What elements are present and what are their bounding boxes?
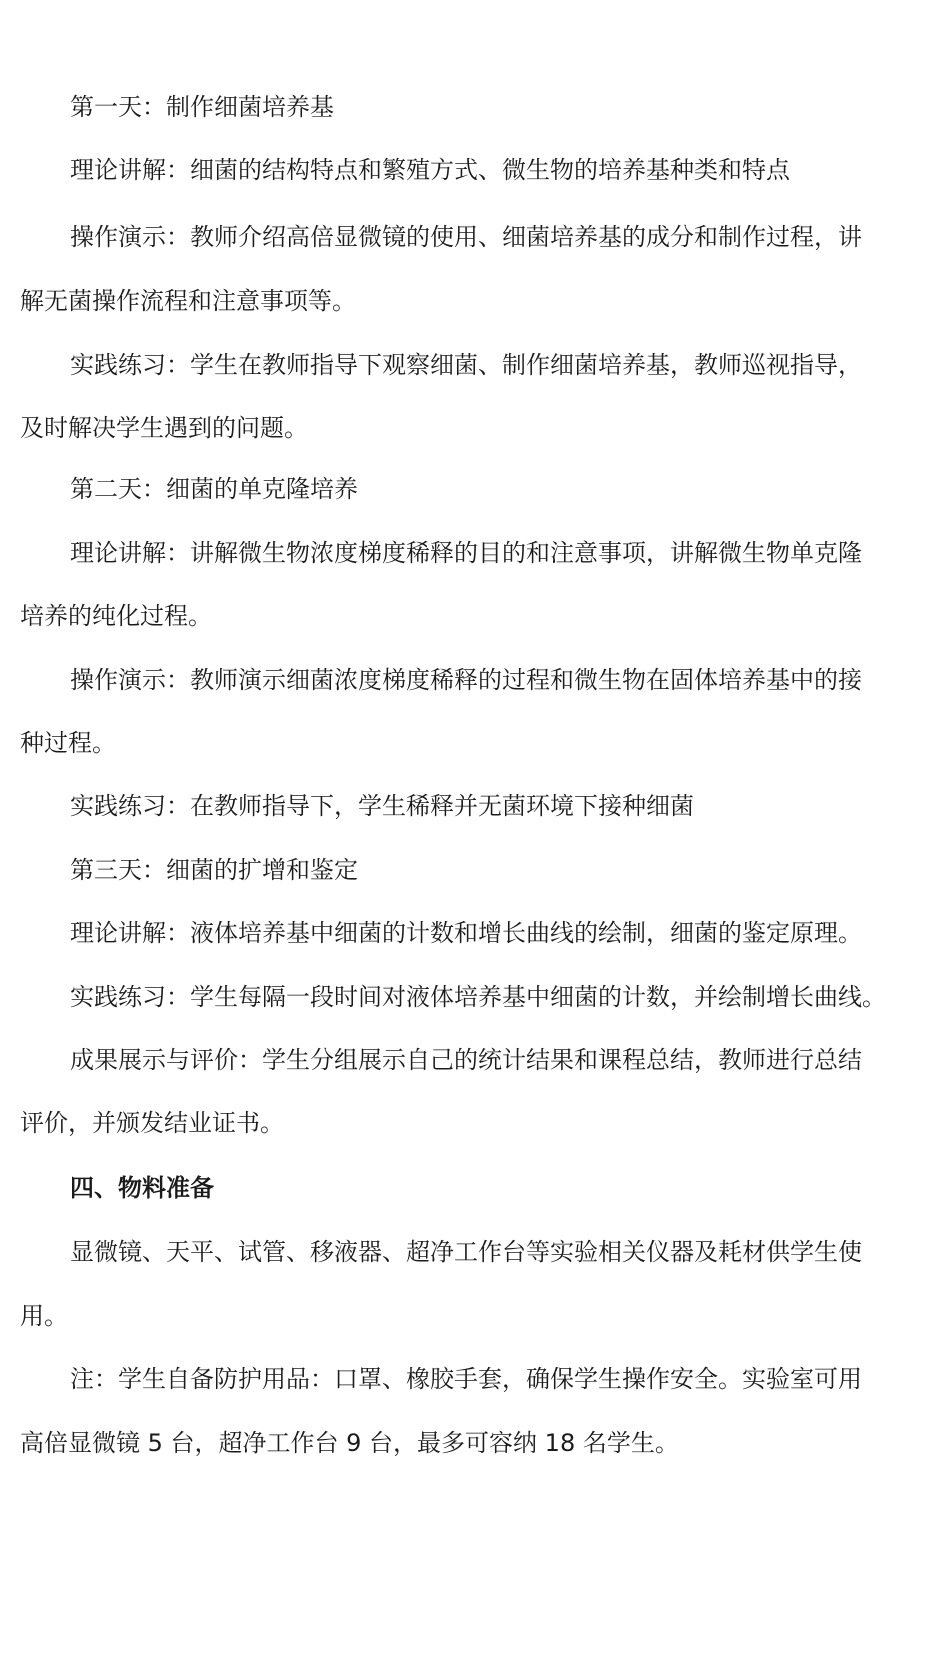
day2-heading: 第二天：细菌的单克隆培养 [70, 475, 358, 503]
day1-practice-cont: 及时解决学生遇到的问题。 [20, 414, 308, 442]
day2-demo: 操作演示：教师演示细菌浓度梯度稀释的过程和微生物在固体培养基中的接 [70, 666, 862, 694]
section-heading-materials: 四、物料准备 [70, 1174, 214, 1202]
day2-practice: 实践练习：在教师指导下，学生稀释并无菌环境下接种细菌 [70, 792, 694, 820]
day2-theory-cont: 培养的纯化过程。 [20, 602, 212, 630]
day2-theory: 理论讲解：讲解微生物浓度梯度稀释的目的和注意事项，讲解微生物单克隆 [70, 539, 862, 567]
evaluation: 成果展示与评价：学生分组展示自己的统计结果和课程总结，教师进行总结 [70, 1046, 862, 1074]
day3-theory: 理论讲解：液体培养基中细菌的计数和增长曲线的绘制，细菌的鉴定原理。 [70, 919, 862, 947]
day3-heading: 第三天：细菌的扩增和鉴定 [70, 856, 358, 884]
day1-demo-cont: 解无菌操作流程和注意事项等。 [20, 287, 356, 315]
day1-heading: 第一天：制作细菌培养基 [70, 93, 334, 121]
day1-theory: 理论讲解：细菌的结构特点和繁殖方式、微生物的培养基种类和特点 [70, 156, 790, 184]
day2-demo-cont: 种过程。 [20, 729, 116, 757]
note-text: 注：学生自备防护用品：口罩、橡胶手套，确保学生操作安全。实验室可用 [70, 1365, 862, 1393]
day3-practice: 实践练习：学生每隔一段时间对液体培养基中细菌的计数，并绘制增长曲线。 [70, 983, 886, 1011]
day1-demo: 操作演示：教师介绍高倍显微镜的使用、细菌培养基的成分和制作过程，讲 [70, 223, 862, 251]
evaluation-cont: 评价，并颁发结业证书。 [20, 1109, 284, 1137]
day1-practice: 实践练习：学生在教师指导下观察细菌、制作细菌培养基，教师巡视指导， [70, 351, 862, 379]
note-text-cont: 高倍显微镜 5 台，超净工作台 9 台，最多可容纳 18 名学生。 [20, 1429, 679, 1457]
materials-text-cont: 用。 [20, 1302, 68, 1330]
materials-text: 显微镜、天平、试管、移液器、超净工作台等实验相关仪器及耗材供学生使 [70, 1238, 862, 1266]
